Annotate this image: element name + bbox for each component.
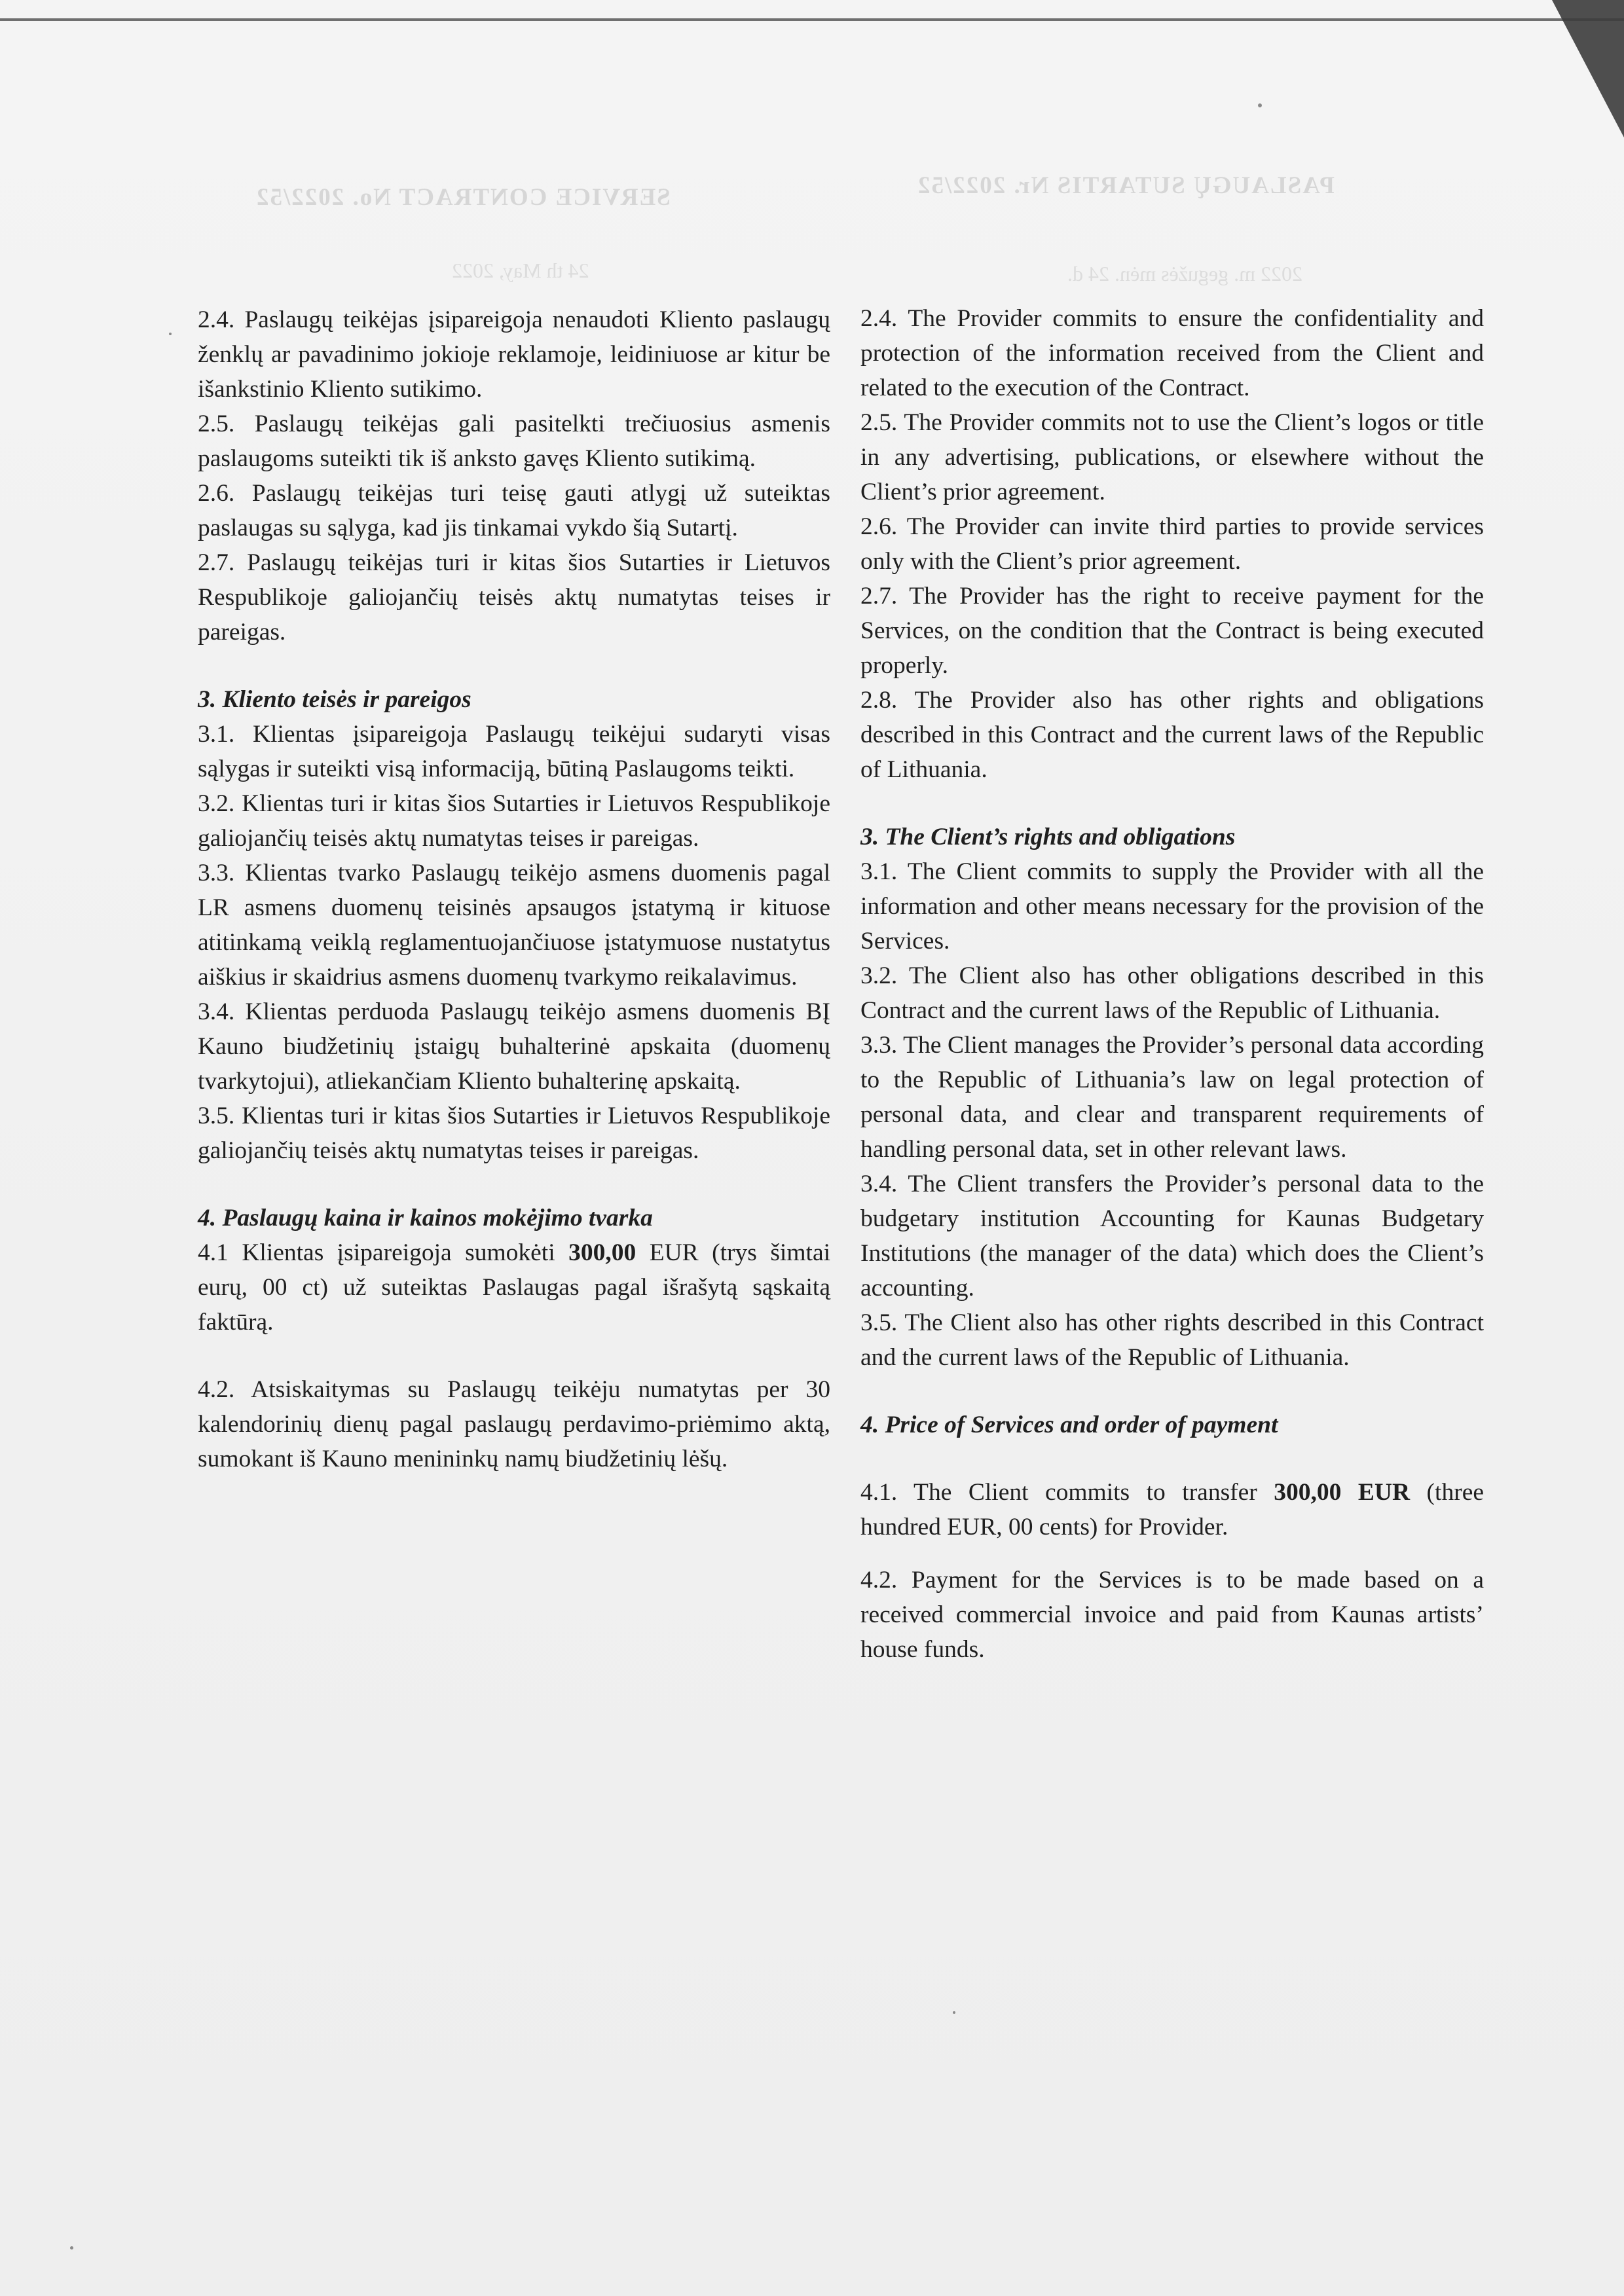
- clause-2-5-en: 2.5. The Provider commits not to use the Client’s logos or title in any advertising, publications, or elsewhere without the Client’s prior agreement.: [860, 409, 1484, 505]
- clause-3-3-lt: 3.3. Klientas tvarko Paslaugų teikėjo asmens duomenis pagal LR asmens duomenų teisinės apsaugos įstatymą ir kituose atitinkamą veiklą reglamentuojančiuose įstatymuose nustatytus aiškius ir skaidrius asmens duomenų tvarkymo reikalavimus.: [198, 860, 830, 991]
- clause-2-5-lt: 2.5. Paslaugų teikėjas gali pasitelkti trečiuosius asmenis paslaugoms suteikti tik iš anksto gavęs Kliento sutikimą.: [198, 410, 830, 472]
- clause-3-1-lt: 3.1. Klientas įsipareigoja Paslaugų teikėjui sudaryti visas sąlygas ir suteikti visą informaciją, būtiną Paslaugoms teikti.: [198, 721, 830, 782]
- clause-2-6-en: 2.6. The Provider can invite third parties to provide services only with the Client’s prior agreement.: [860, 513, 1484, 575]
- clause-3-4-lt: 3.4. Klientas perduoda Paslaugų teikėjo asmens duomenis BĮ Kauno biudžetinių įstaigų buhalterinė apskaita (duomenų tvarkytojui), atliekančiam Kliento buhalterinę apskaitą.: [198, 998, 830, 1095]
- clause-2-7-lt: 2.7. Paslaugų teikėjas turi ir kitas šios Sutarties ir Lietuvos Respublikoje galiojančių teisės aktų numatytas teises ir pareigas.: [198, 549, 830, 646]
- clause-2-6-lt: 2.6. Paslaugų teikėjas turi teisę gauti atlygį už suteiktas paslaugas su sąlyga, kad jis tinkamai vykdo šią Sutartį.: [198, 480, 830, 541]
- scan-top-edge: [0, 18, 1624, 21]
- clause-4-1-lt: [198, 1235, 830, 1339]
- clause-3-2-lt: 3.2. Klientas turi ir kitas šios Sutarties ir Lietuvos Respublikoje galiojančių teisės aktų numatytas teises ir pareigas.: [198, 790, 830, 852]
- clause-4-1-lt-amount: 300,00: [568, 1239, 637, 1266]
- clause-3-1-en: 3.1. The Client commits to supply the Provider with all the information and other means necessary for the provision of the Services.: [860, 858, 1484, 955]
- clause-3-5-lt: 3.5. Klientas turi ir kitas šios Sutarties ir Lietuvos Respublikoje galiojančių teisės aktų numatytas teises ir pareigas.: [198, 1102, 830, 1164]
- clause-3-2-en: 3.2. The Client also has other obligations described in this Contract and the current laws of the Republic of Lithuania.: [860, 962, 1484, 1024]
- scan-speck: [70, 2246, 73, 2250]
- clause-2-8-en: 2.8. The Provider also has other rights and obligations described in this Contract and the current laws of the Republic of Lithuania.: [860, 687, 1484, 783]
- bleed-through-right-date: 2022 m. gegužės mėn. 24 d.: [1067, 262, 1303, 285]
- clause-3-5-en: 3.5. The Client also has other rights described in this Contract and the current laws of the Republic of Lithuania.: [860, 1309, 1484, 1371]
- bleed-through-left-title: SERVICE CONTRACT No. 2022/52: [255, 184, 671, 211]
- clause-3-4-en: 3.4. The Client transfers the Provider’s personal data to the budgetary institution Accounting for Kaunas Budgetary Institutions (the manager of the data) which does the Client’s accounting.: [860, 1171, 1484, 1302]
- section-3-heading-en: 3. The Client’s rights and obligations: [860, 824, 1236, 850]
- bleed-through-right-title: PASLAUGŲ SUTARTIS Nr. 2022/52: [917, 172, 1335, 199]
- clause-4-1-lt-text-b: EUR (trys šimtai eurų, 00 ct) už suteiktas Paslaugas pagal išrašytą sąskaitą faktūrą.: [198, 1239, 831, 1336]
- bleed-through-left-date: 24 th May, 2022: [452, 259, 589, 282]
- clause-4-2-en: 4.2. Payment for the Services is to be made based on a received commercial invoice and paid from Kaunas artists’ house funds.: [860, 1567, 1484, 1663]
- corner-fold: [1552, 0, 1624, 137]
- scan-speck: [953, 2011, 955, 2014]
- clause-4-1-en-amount: 300,00 EUR: [1274, 1479, 1411, 1506]
- english-column: [860, 301, 1484, 1667]
- section-4-heading-en: 4. Price of Services and order of payment: [860, 1412, 1278, 1438]
- scan-speck: [1258, 103, 1262, 107]
- clause-2-4-lt: 2.4. Paslaugų teikėjas įsipareigoja nenaudoti Kliento paslaugų ženklų ar pavadinimo jokioje reklamoje, leidiniuose ar kitur be išankstinio Kliento sutikimo.: [198, 306, 830, 403]
- section-3-heading-lt: 3. Kliento teisės ir pareigos: [198, 686, 471, 713]
- clause-4-2-lt: 4.2. Atsiskaitymas su Paslaugų teikėju numatytas per 30 kalendorinių dienų pagal paslaugų perdavimo-priėmimo aktą, sumokant iš Kauno menininkų namų biudžetinių lėšų.: [198, 1376, 830, 1472]
- scan-speck: [169, 333, 172, 335]
- clause-4-1-lt-text-a: 4.1 Klientas įsipareigoja sumokėti: [198, 1239, 569, 1266]
- clause-4-1-en: [860, 1475, 1484, 1544]
- clause-4-1-en-text-a: 4.1. The Client commits to transfer: [860, 1479, 1274, 1506]
- clause-2-7-en: 2.7. The Provider has the right to receive payment for the Services, on the condition that the Contract is being executed properly.: [860, 583, 1484, 679]
- clause-2-4-en: 2.4. The Provider commits to ensure the confidentiality and protection of the information received from the Client and related to the execution of the Contract.: [860, 305, 1484, 401]
- lithuanian-column: [198, 302, 830, 1476]
- clause-3-3-en: 3.3. The Client manages the Provider’s personal data according to the Republic of Lithuania’s law on legal protection of personal data, and clear and transparent requirements of handling personal data, set in other relevant laws.: [860, 1032, 1484, 1163]
- section-4-heading-lt: 4. Paslaugų kaina ir kainos mokėjimo tvarka: [198, 1205, 653, 1231]
- clause-4-1-en-text-b: (three hundred EUR, 00 cents) for Provider.: [860, 1479, 1484, 1540]
